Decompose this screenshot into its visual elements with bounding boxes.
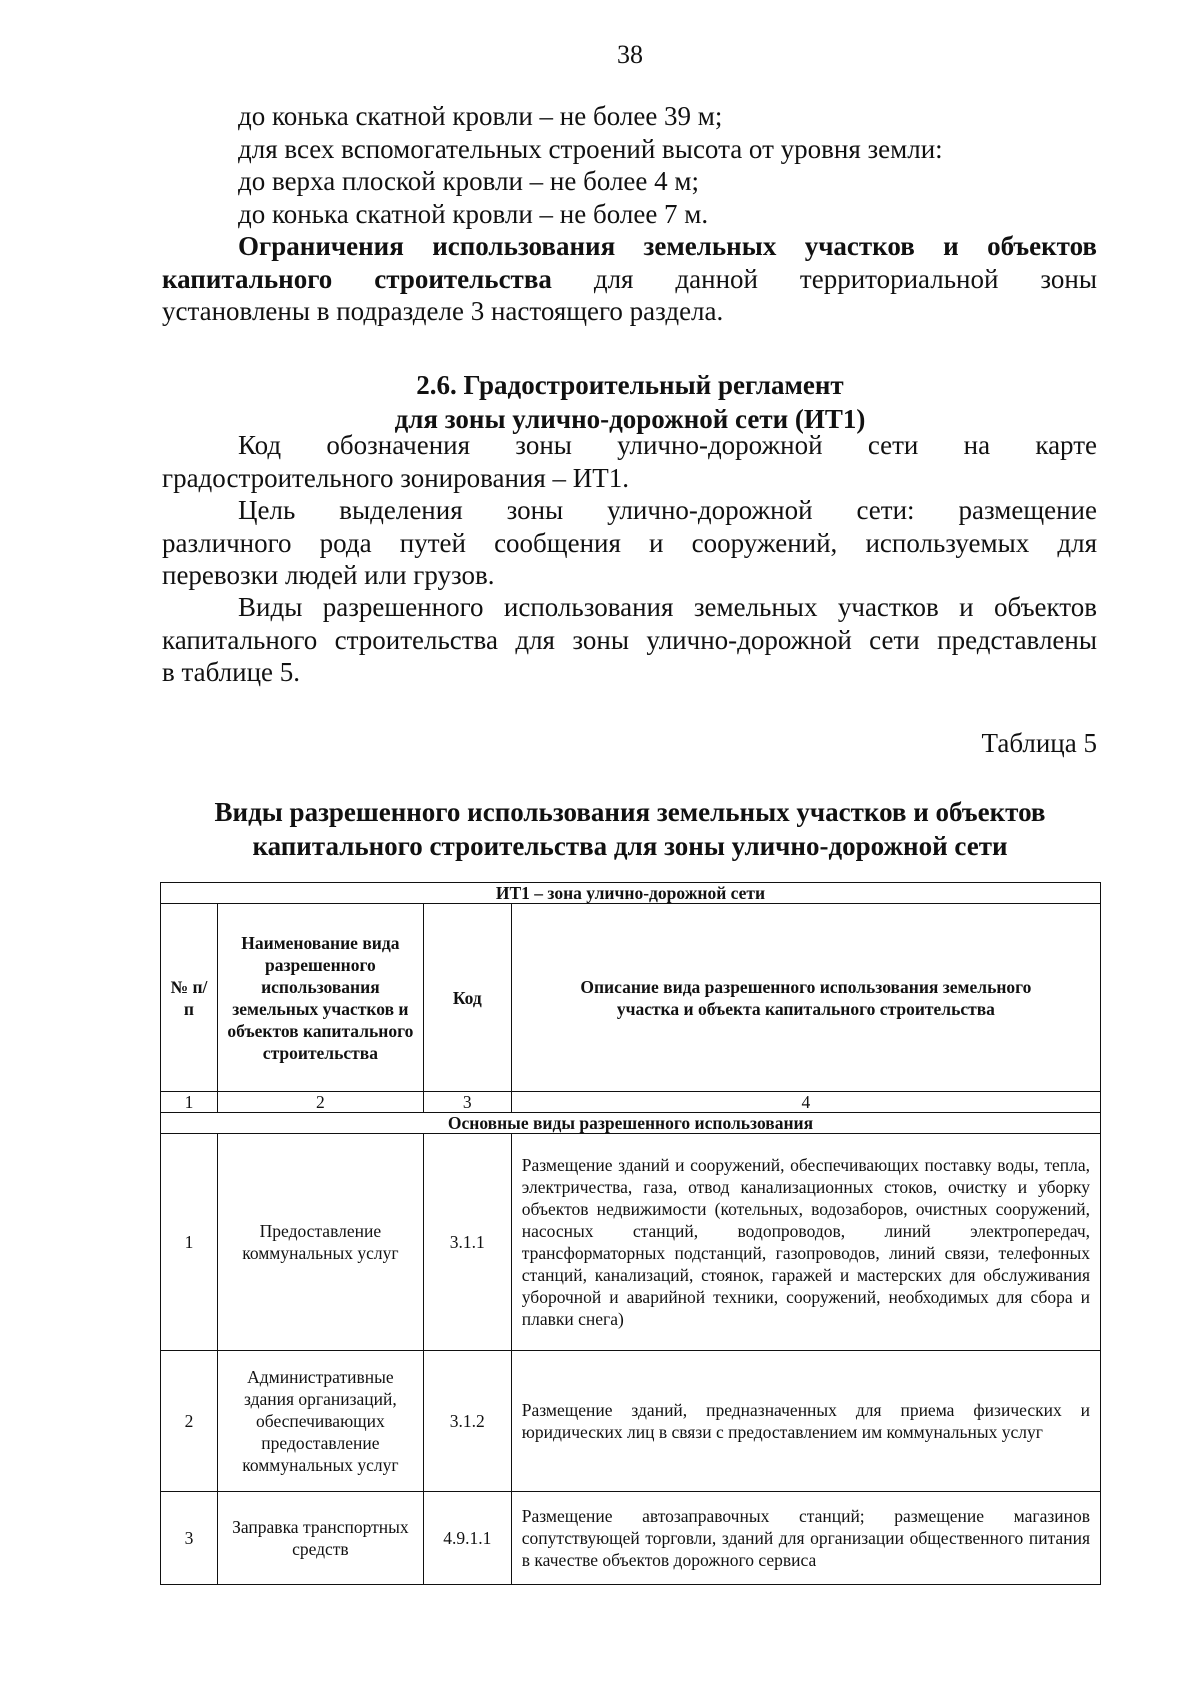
section-heading-line-2: для зоны улично-дорожной сети (ИТ1) [394, 404, 866, 434]
row-code: 3.1.1 [423, 1134, 511, 1351]
restrictions-line-1: Ограничения использования земельных участков и объектов [238, 231, 1097, 261]
table-title-line-1: Виды разрешенного использования земельных участков и объектов [214, 797, 1046, 827]
regulation-table [160, 882, 1101, 1585]
page-number: 38 [617, 40, 643, 69]
paragraph-code-line-1: Код обозначения зоны улично-дорожной сети на карте [238, 430, 1097, 460]
intro-text [162, 100, 1097, 328]
paragraph-code [162, 429, 1097, 494]
table-label: Таблица 5 [981, 728, 1097, 758]
row-desc: Размещение автозаправочных станций; размещение магазинов сопутствующей торговли, зданий для организации общественного питания в качестве объектов дорожного сервиса [511, 1492, 1100, 1585]
paragraph-goal-line-2: различного рода путей сообщения и сооружений, используемых для [162, 527, 1097, 558]
row-name: Заправка транспортных средств [217, 1492, 423, 1585]
row-name: Административные здания организаций, обеспечивающих предоставление коммунальных услуг [217, 1351, 423, 1492]
col-number: 1 [161, 1092, 218, 1113]
section-heading [0, 368, 1200, 436]
table-zone-header-row [161, 883, 1101, 904]
section-heading-line-1: 2.6. Градостроительный регламент [416, 370, 844, 400]
table-column-number-row [161, 1092, 1101, 1113]
paragraph-types-line-1: Виды разрешенного использования земельных участков и объектов [238, 592, 1097, 622]
zone-header: ИТ1 – зона улично-дорожной сети [161, 883, 1101, 904]
section-label: Основные виды разрешенного использования [161, 1113, 1101, 1134]
col-header-code: Код [423, 904, 511, 1092]
intro-line: для всех вспомогательных строений высота от уровня земли: [238, 133, 943, 164]
restrictions-line-2 [162, 263, 1097, 296]
row-name: Предоставление коммунальных услуг [217, 1134, 423, 1351]
paragraph-types-line-2: капитального строительства для зоны улично-дорожной сети представлены [162, 624, 1097, 655]
paragraph-types [162, 591, 1097, 689]
table-title [0, 795, 1200, 863]
restrictions-rest: для данной территориальной зоны [551, 263, 1097, 294]
col-header-desc: Описание вида разрешенного использования земельного участка и объекта капитального строительства [511, 904, 1100, 1092]
row-code: 3.1.2 [423, 1351, 511, 1492]
paragraph-types-line-3: в таблице 5. [162, 657, 301, 687]
col-number: 3 [423, 1092, 511, 1113]
table-title-line-2: капитального строительства для зоны улично-дорожной сети [252, 831, 1008, 861]
restrictions-line-3: установлены в подразделе 3 настоящего раздела. [162, 296, 724, 326]
paragraph-goal [162, 494, 1097, 592]
row-desc: Размещение зданий, предназначенных для приема физических и юридических лиц в связи с предоставлением им коммунальных услуг [511, 1351, 1100, 1492]
table-row [161, 1134, 1101, 1351]
intro-line: до конька скатной кровли – не более 39 м; [238, 101, 723, 131]
col-number: 2 [217, 1092, 423, 1113]
restrictions-bold: капитального строительства [162, 263, 552, 294]
table-section-row [161, 1113, 1101, 1134]
paragraph-goal-line-3: перевозки людей или грузов. [162, 560, 495, 590]
table-row [161, 1492, 1101, 1585]
row-num: 1 [161, 1134, 218, 1351]
paragraph-code-line-2: градостроительного зонирования – ИТ1. [162, 462, 630, 493]
row-num: 2 [161, 1351, 218, 1492]
col-number: 4 [511, 1092, 1100, 1113]
intro-line: до конька скатной кровли – не более 7 м. [238, 198, 709, 229]
col-header-num: № п/п [161, 904, 218, 1092]
row-desc: Размещение зданий и сооружений, обеспечивающих поставку воды, тепла, электричества, газа, отвод канализационных стоков, очистку и уборку объектов недвижимости (котельных, водозаборов, очистных сооружений, насосных станций, водопроводов, линий электропередач, трансформаторных подстанций, газопроводов, линий связи, телефонных станций, канализаций, стоянок, гаражей и мастерских для обслуживания уборочной и аварийной техники, сооружений, необходимых для сбора и плавки снега) [511, 1134, 1100, 1351]
row-code: 4.9.1.1 [423, 1492, 511, 1585]
paragraph-goal-line-1: Цель выделения зоны улично-дорожной сети: размещение [238, 495, 1097, 525]
intro-line: до верха плоской кровли – не более 4 м; [238, 166, 699, 196]
col-header-name: Наименование вида разрешенного использования земельных участков и объектов капитального строительства [217, 904, 423, 1092]
table-row [161, 1351, 1101, 1492]
row-num: 3 [161, 1492, 218, 1585]
table-column-header-row [161, 904, 1101, 1092]
